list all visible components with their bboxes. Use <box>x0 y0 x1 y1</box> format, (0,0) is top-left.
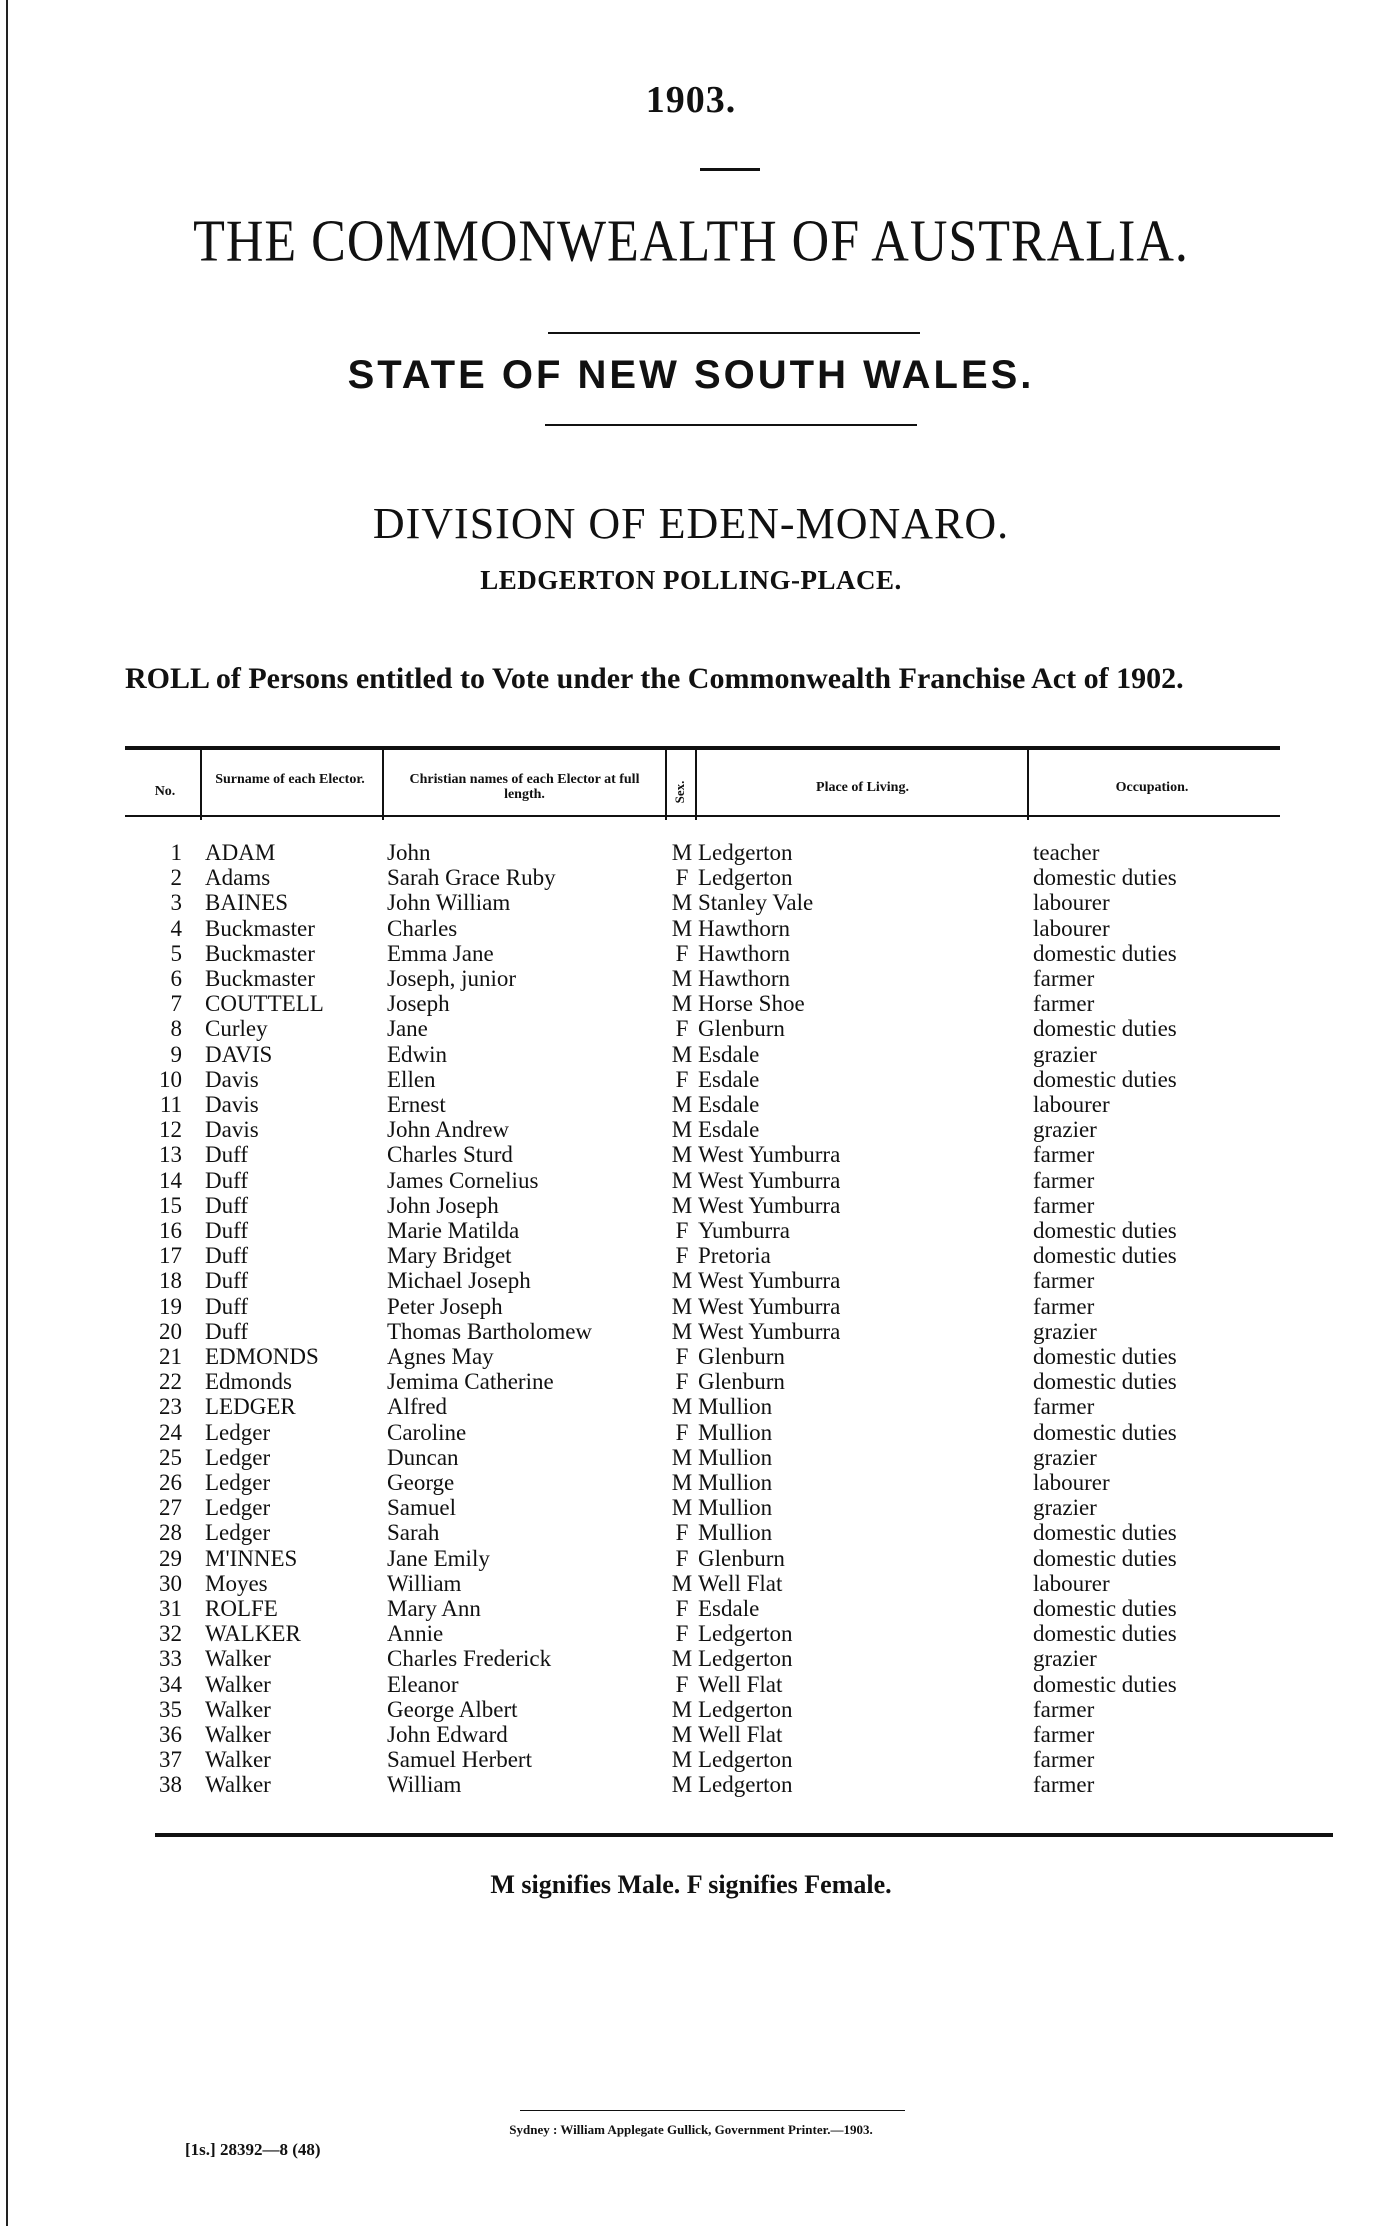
table-row <box>0 1193 1382 1218</box>
row-place-of-living: West Yumburra <box>698 1142 841 1168</box>
row-sex: F <box>675 1671 689 1697</box>
row-christian-names: Jane Emily <box>387 1545 490 1571</box>
row-christian-names: John William <box>387 890 511 916</box>
row-occupation: grazier <box>1033 1444 1097 1470</box>
row-sex: F <box>675 1016 689 1042</box>
row-surname: Walker <box>205 1671 271 1697</box>
row-occupation: domestic duties <box>1033 1621 1177 1647</box>
row-sex: M <box>671 1570 693 1596</box>
row-sex: F <box>675 1419 689 1445</box>
year-rule <box>700 168 760 171</box>
row-place-of-living: Esdale <box>698 1092 760 1117</box>
row-number: 26 <box>159 1470 182 1495</box>
row-number: 33 <box>159 1646 182 1672</box>
row-number: 31 <box>159 1596 182 1621</box>
row-place-of-living: Esdale <box>698 1066 760 1092</box>
row-christian-names: Samuel Herbert <box>387 1747 532 1773</box>
row-surname: WALKER <box>205 1621 301 1647</box>
table-row <box>0 890 1382 915</box>
row-place-of-living: Stanley Vale <box>698 890 814 916</box>
row-occupation: farmer <box>1033 1142 1095 1168</box>
row-sex: F <box>675 1545 689 1571</box>
row-occupation: labourer <box>1033 1570 1110 1596</box>
document-title: THE COMMONWEALTH OF AUSTRALIA. <box>193 208 1189 275</box>
row-surname: Walker <box>205 1747 271 1773</box>
row-place-of-living: West Yumburra <box>698 1318 841 1344</box>
row-christian-names: Mary Bridget <box>387 1243 512 1269</box>
row-place-of-living: Ledgerton <box>698 1747 793 1773</box>
row-sex: M <box>671 1192 693 1218</box>
row-christian-names: Ernest <box>387 1092 446 1117</box>
row-number: 17 <box>159 1243 182 1269</box>
row-sex: F <box>675 865 689 891</box>
row-sex: F <box>675 1243 689 1269</box>
row-occupation: domestic duties <box>1033 1419 1177 1445</box>
row-occupation: farmer <box>1033 1772 1095 1798</box>
row-place-of-living: Well Flat <box>698 1671 783 1697</box>
row-sex: M <box>671 915 693 941</box>
row-occupation: domestic duties <box>1033 1066 1177 1092</box>
row-christian-names: Sarah Grace Ruby <box>387 865 556 891</box>
row-christian-names: Charles Sturd <box>387 1142 513 1168</box>
roll-caption: ROLL of Persons entitled to Vote under the Commonwealth Franchise Act of 1902. <box>125 662 1184 695</box>
row-number: 21 <box>159 1344 182 1369</box>
row-place-of-living: Mullion <box>698 1394 773 1420</box>
row-occupation: grazier <box>1033 1318 1097 1344</box>
column-divider <box>200 750 202 820</box>
row-number: 18 <box>159 1268 182 1294</box>
row-surname: COUTTELL <box>205 991 324 1017</box>
row-number: 37 <box>159 1747 182 1773</box>
row-sex: M <box>671 1772 693 1798</box>
row-occupation: domestic duties <box>1033 940 1177 966</box>
column-header-no: No. <box>154 784 176 799</box>
table-row <box>0 1168 1382 1193</box>
row-place-of-living: Mullion <box>698 1520 773 1546</box>
row-surname: Curley <box>205 1016 268 1042</box>
row-surname: Ledger <box>205 1495 271 1521</box>
row-place-of-living: Ledgerton <box>698 1646 793 1672</box>
row-christian-names: Caroline <box>387 1419 467 1445</box>
division-heading: DIVISION OF EDEN-MONARO. <box>372 499 1010 548</box>
row-place-of-living: Ledgerton <box>698 1772 793 1798</box>
table-row <box>0 1747 1382 1772</box>
table-row <box>0 1772 1382 1797</box>
row-sex: M <box>671 1092 693 1117</box>
row-sex: F <box>675 1520 689 1546</box>
title-rule <box>548 332 920 334</box>
row-occupation: domestic duties <box>1033 1369 1177 1395</box>
state-rule <box>545 424 917 426</box>
row-number: 9 <box>170 1041 182 1067</box>
row-number: 19 <box>159 1293 182 1319</box>
row-surname: DAVIS <box>205 1041 273 1067</box>
row-surname: Ledger <box>205 1470 271 1495</box>
row-occupation: grazier <box>1033 1495 1097 1521</box>
row-surname: Davis <box>205 1066 259 1092</box>
table-header-rule <box>125 815 1280 817</box>
row-sex: M <box>671 1747 693 1773</box>
row-sex: F <box>675 1369 689 1395</box>
table-bottom-rule <box>155 1833 1333 1837</box>
row-place-of-living: Well Flat <box>698 1570 783 1596</box>
row-occupation: farmer <box>1033 1696 1095 1722</box>
row-surname: BAINES <box>205 890 289 916</box>
column-divider <box>695 750 697 820</box>
table-row <box>0 1394 1382 1419</box>
row-occupation: domestic duties <box>1033 1520 1177 1546</box>
row-place-of-living: West Yumburra <box>698 1268 841 1294</box>
table-row <box>0 1142 1382 1167</box>
row-occupation: teacher <box>1033 840 1100 865</box>
row-surname: EDMONDS <box>205 1344 319 1369</box>
table-row <box>0 1596 1382 1621</box>
row-number: 8 <box>170 1016 182 1042</box>
table-row <box>0 1470 1382 1495</box>
row-christian-names: George Albert <box>387 1696 518 1722</box>
table-row <box>0 1268 1382 1293</box>
row-place-of-living: Mullion <box>698 1495 773 1521</box>
table-row <box>0 1042 1382 1067</box>
row-place-of-living: Esdale <box>698 1117 760 1143</box>
row-sex: M <box>671 1167 693 1193</box>
row-surname: Ledger <box>205 1520 271 1546</box>
row-christian-names: John Joseph <box>387 1192 499 1218</box>
row-place-of-living: Glenburn <box>698 1545 785 1571</box>
row-number: 38 <box>159 1772 182 1798</box>
column-divider <box>1027 750 1029 820</box>
column-divider <box>382 750 384 820</box>
row-christian-names: Annie <box>387 1621 444 1647</box>
row-number: 25 <box>159 1444 182 1470</box>
row-christian-names: Agnes May <box>387 1344 494 1369</box>
row-place-of-living: Pretoria <box>698 1243 771 1269</box>
row-occupation: labourer <box>1033 915 1110 941</box>
row-christian-names: Peter Joseph <box>387 1293 503 1319</box>
row-number: 30 <box>159 1570 182 1596</box>
row-sex: F <box>675 1066 689 1092</box>
row-number: 20 <box>159 1318 182 1344</box>
table-row <box>0 1646 1382 1671</box>
row-surname: Moyes <box>205 1570 268 1596</box>
table-row <box>0 1520 1382 1545</box>
row-occupation: labourer <box>1033 1092 1110 1117</box>
row-place-of-living: Ledgerton <box>698 865 793 891</box>
row-occupation: domestic duties <box>1033 1243 1177 1269</box>
row-christian-names: Emma Jane <box>387 940 494 966</box>
row-surname: Walker <box>205 1646 271 1672</box>
row-place-of-living: Glenburn <box>698 1369 785 1395</box>
row-number: 28 <box>159 1520 182 1546</box>
row-number: 32 <box>159 1621 182 1647</box>
row-occupation: farmer <box>1033 991 1095 1017</box>
row-occupation: grazier <box>1033 1117 1097 1143</box>
table-row <box>0 1092 1382 1117</box>
row-number: 29 <box>159 1545 182 1571</box>
row-christian-names: William <box>387 1772 462 1798</box>
table-row <box>0 1445 1382 1470</box>
row-number: 3 <box>170 890 182 916</box>
table-row <box>0 1420 1382 1445</box>
table-row <box>0 1117 1382 1142</box>
table-row <box>0 1621 1382 1646</box>
row-sex: F <box>675 940 689 966</box>
row-place-of-living: Hawthorn <box>698 966 790 991</box>
table-row <box>0 1016 1382 1041</box>
row-surname: ADAM <box>205 840 276 865</box>
row-occupation: domestic duties <box>1033 1596 1177 1621</box>
table-row <box>0 1218 1382 1243</box>
row-sex: M <box>671 1293 693 1319</box>
column-header-place: Place of Living. <box>816 780 909 795</box>
row-sex: F <box>675 1621 689 1647</box>
row-place-of-living: Ledgerton <box>698 1621 793 1647</box>
table-row <box>0 916 1382 941</box>
table-row <box>0 941 1382 966</box>
row-christian-names: Thomas Bartholomew <box>387 1318 593 1344</box>
row-place-of-living: Well Flat <box>698 1722 783 1747</box>
row-sex: M <box>671 890 693 916</box>
row-sex: M <box>671 1495 693 1521</box>
printer-imprint: Sydney : William Applegate Gullick, Government Printer.—1903. <box>509 2122 873 2137</box>
row-surname: Ledger <box>205 1444 271 1470</box>
row-christian-names: Marie Matilda <box>387 1218 520 1243</box>
row-place-of-living: Hawthorn <box>698 915 790 941</box>
row-occupation: farmer <box>1033 966 1095 991</box>
row-sex: F <box>675 1596 689 1621</box>
row-surname: Walker <box>205 1722 271 1747</box>
table-row <box>0 1067 1382 1092</box>
row-christian-names: Ellen <box>387 1066 436 1092</box>
row-christian-names: Michael Joseph <box>387 1268 531 1294</box>
row-sex: M <box>671 840 693 865</box>
row-christian-names: John Edward <box>387 1722 508 1747</box>
row-occupation: farmer <box>1033 1268 1095 1294</box>
row-place-of-living: West Yumburra <box>698 1192 841 1218</box>
row-sex: M <box>671 1318 693 1344</box>
row-number: 22 <box>159 1369 182 1395</box>
table-row <box>0 1697 1382 1722</box>
row-christian-names: John <box>387 840 431 865</box>
row-occupation: farmer <box>1033 1192 1095 1218</box>
row-surname: Ledger <box>205 1419 271 1445</box>
row-surname: Buckmaster <box>205 915 315 941</box>
row-sex: M <box>671 1142 693 1168</box>
row-christian-names: Alfred <box>387 1394 448 1420</box>
row-surname: Walker <box>205 1696 271 1722</box>
column-header-occupation: Occupation. <box>1115 780 1189 795</box>
row-occupation: farmer <box>1033 1394 1095 1420</box>
row-surname: Edmonds <box>205 1369 292 1395</box>
row-number: 15 <box>159 1192 182 1218</box>
row-surname: Buckmaster <box>205 940 315 966</box>
row-surname: Duff <box>205 1293 249 1319</box>
table-row <box>0 991 1382 1016</box>
row-christian-names: John Andrew <box>387 1117 510 1143</box>
row-occupation: farmer <box>1033 1167 1095 1193</box>
table-top-rule <box>125 746 1280 750</box>
row-place-of-living: Glenburn <box>698 1344 785 1369</box>
row-number: 13 <box>159 1142 182 1168</box>
row-number: 1 <box>170 840 182 865</box>
row-occupation: domestic duties <box>1033 1545 1177 1571</box>
row-surname: M'INNES <box>205 1545 298 1571</box>
row-surname: Davis <box>205 1117 259 1143</box>
row-occupation: labourer <box>1033 890 1110 916</box>
column-divider <box>665 750 667 820</box>
column-header-sex: Sex. <box>672 780 687 804</box>
row-christian-names: Sarah <box>387 1520 440 1546</box>
row-christian-names: Jemima Catherine <box>387 1369 554 1395</box>
row-surname: Duff <box>205 1167 249 1193</box>
row-surname: Duff <box>205 1142 249 1168</box>
row-sex: M <box>671 1041 693 1067</box>
table-row <box>0 1294 1382 1319</box>
row-sex: M <box>671 1268 693 1294</box>
row-christian-names: Samuel <box>387 1495 456 1521</box>
row-sex: M <box>671 1470 693 1495</box>
table-row <box>0 1672 1382 1697</box>
state-heading: STATE OF NEW SOUTH WALES. <box>347 353 1035 397</box>
row-number: 6 <box>170 966 182 991</box>
row-number: 24 <box>159 1419 182 1445</box>
table-row <box>0 1546 1382 1571</box>
table-row <box>0 1369 1382 1394</box>
row-occupation: farmer <box>1033 1293 1095 1319</box>
row-place-of-living: Mullion <box>698 1444 773 1470</box>
table-row <box>0 1319 1382 1344</box>
print-code: [1s.] 28392—8 (48) <box>185 2140 321 2159</box>
table-row <box>0 865 1382 890</box>
row-place-of-living: West Yumburra <box>698 1167 841 1193</box>
row-christian-names: Mary Ann <box>387 1596 481 1621</box>
table-row <box>0 1722 1382 1747</box>
row-place-of-living: Yumburra <box>698 1218 790 1243</box>
row-surname: Walker <box>205 1772 271 1798</box>
row-christian-names: Charles Frederick <box>387 1646 552 1672</box>
row-number: 5 <box>170 940 182 966</box>
row-number: 34 <box>159 1671 182 1697</box>
row-number: 16 <box>159 1218 182 1243</box>
row-sex: M <box>671 1722 693 1747</box>
row-surname: Duff <box>205 1268 249 1294</box>
row-place-of-living: Esdale <box>698 1041 760 1067</box>
row-occupation: domestic duties <box>1033 1671 1177 1697</box>
row-occupation: farmer <box>1033 1747 1095 1773</box>
row-surname: Duff <box>205 1192 249 1218</box>
row-occupation: domestic duties <box>1033 1344 1177 1369</box>
row-surname: Duff <box>205 1318 249 1344</box>
row-sex: M <box>671 1696 693 1722</box>
row-christian-names: Jane <box>387 1016 428 1042</box>
row-surname: LEDGER <box>205 1394 296 1420</box>
row-sex: M <box>671 1394 693 1420</box>
row-number: 35 <box>159 1696 182 1722</box>
row-number: 27 <box>159 1495 182 1521</box>
row-sex: M <box>671 966 693 991</box>
row-surname: Duff <box>205 1218 249 1243</box>
row-number: 36 <box>159 1722 182 1747</box>
row-christian-names: William <box>387 1570 462 1596</box>
row-occupation: domestic duties <box>1033 1218 1177 1243</box>
row-place-of-living: Esdale <box>698 1596 760 1621</box>
row-sex: M <box>671 1117 693 1143</box>
row-christian-names: Joseph <box>387 991 450 1017</box>
row-place-of-living: West Yumburra <box>698 1293 841 1319</box>
row-place-of-living: Mullion <box>698 1470 773 1495</box>
row-christian-names: Joseph, junior <box>387 966 517 991</box>
row-number: 4 <box>170 915 182 941</box>
row-number: 23 <box>159 1394 182 1420</box>
row-sex: M <box>671 1444 693 1470</box>
row-number: 11 <box>159 1092 182 1117</box>
table-row <box>0 1571 1382 1596</box>
table-row <box>0 1344 1382 1369</box>
row-christian-names: Edwin <box>387 1041 448 1067</box>
row-occupation: grazier <box>1033 1646 1097 1672</box>
column-header-surname: Surname of each Elector. <box>215 772 365 787</box>
row-sex: M <box>671 1646 693 1672</box>
row-place-of-living: Hawthorn <box>698 940 790 966</box>
sex-legend: M signifies Male. F signifies Female. <box>490 1870 892 1899</box>
row-place-of-living: Mullion <box>698 1419 773 1445</box>
row-number: 12 <box>159 1117 182 1143</box>
row-sex: F <box>675 1344 689 1369</box>
table-row <box>0 966 1382 991</box>
row-number: 2 <box>170 865 182 891</box>
row-occupation: grazier <box>1033 1041 1097 1067</box>
row-sex: M <box>671 991 693 1017</box>
row-place-of-living: Ledgerton <box>698 1696 793 1722</box>
printer-rule <box>520 2110 905 2111</box>
year: 1903. <box>645 79 737 121</box>
column-header-christian: Christian names of each Elector at full length. <box>409 772 640 802</box>
row-surname: Davis <box>205 1092 259 1117</box>
row-christian-names: James Cornelius <box>387 1167 539 1193</box>
table-row <box>0 1495 1382 1520</box>
row-place-of-living: Ledgerton <box>698 840 793 865</box>
polling-place: LEDGERTON POLLING-PLACE. <box>480 565 902 595</box>
row-surname: Adams <box>205 865 271 891</box>
row-place-of-living: Glenburn <box>698 1016 785 1042</box>
row-number: 7 <box>170 991 182 1017</box>
row-surname: Buckmaster <box>205 966 315 991</box>
row-number: 10 <box>159 1066 182 1092</box>
row-surname: Duff <box>205 1243 249 1269</box>
row-surname: ROLFE <box>205 1596 278 1621</box>
row-number: 14 <box>159 1167 182 1193</box>
row-place-of-living: Horse Shoe <box>698 991 805 1017</box>
row-occupation: domestic duties <box>1033 865 1177 891</box>
row-occupation: domestic duties <box>1033 1016 1177 1042</box>
table-row <box>0 1243 1382 1268</box>
row-christian-names: Duncan <box>387 1444 459 1470</box>
row-christian-names: Eleanor <box>387 1671 459 1697</box>
row-occupation: labourer <box>1033 1470 1110 1495</box>
row-christian-names: George <box>387 1470 455 1495</box>
table-row <box>0 840 1382 865</box>
row-occupation: farmer <box>1033 1722 1095 1747</box>
row-christian-names: Charles <box>387 915 458 941</box>
row-sex: F <box>675 1218 689 1243</box>
